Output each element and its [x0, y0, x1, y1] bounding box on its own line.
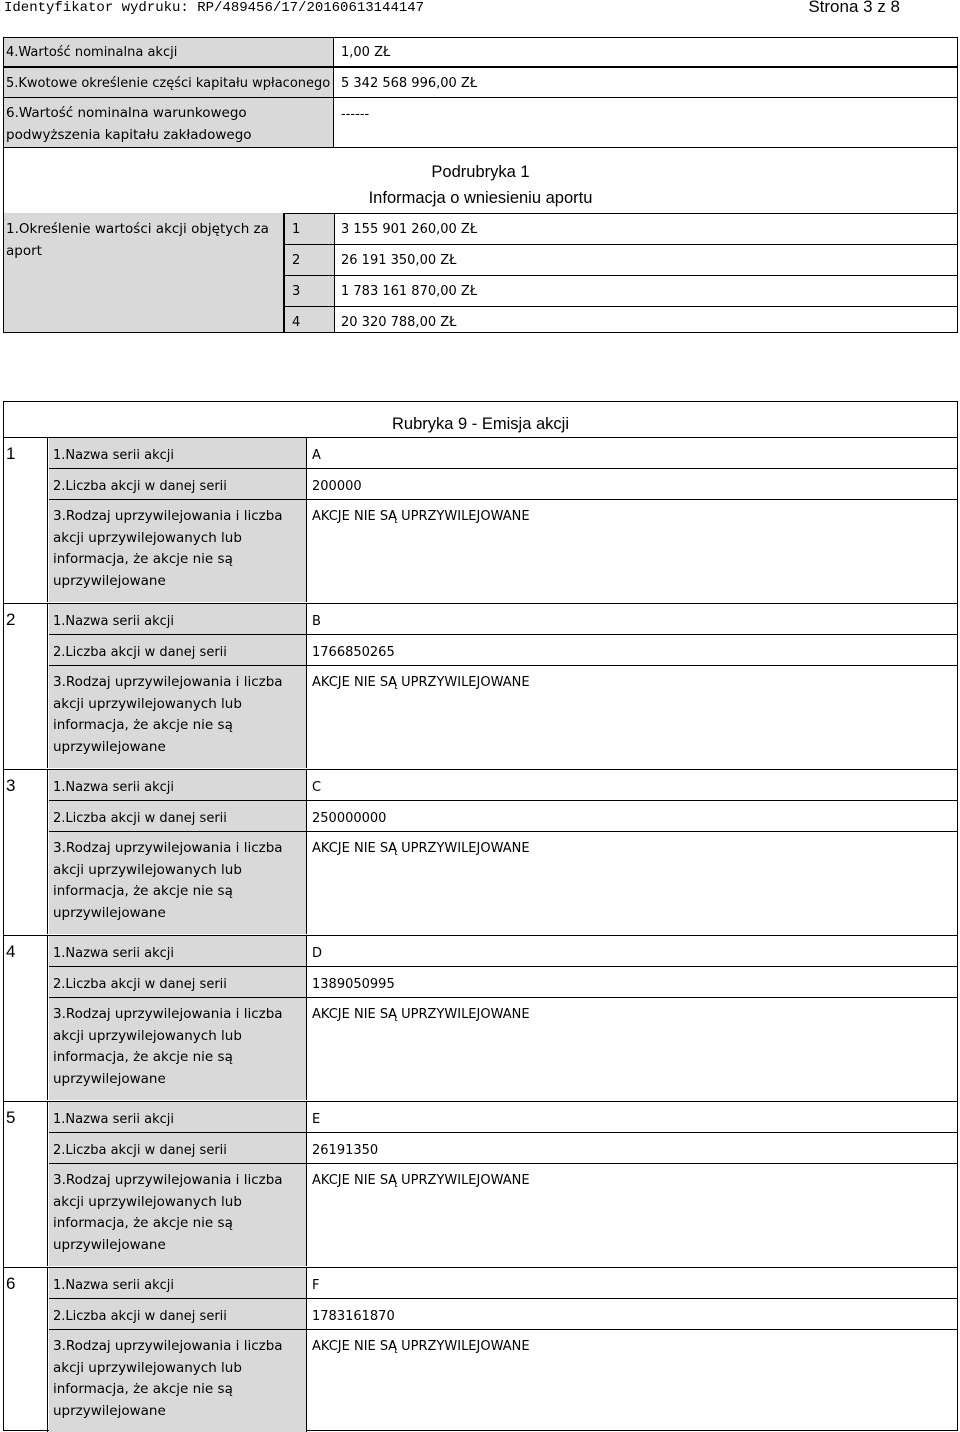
series-count-label: 2.Liczba akcji w danej serii	[53, 645, 227, 660]
series-count-label: 2.Liczba akcji w danej serii	[53, 1309, 227, 1324]
series-count-label: 2.Liczba akcji w danej serii	[53, 977, 227, 992]
series-count-value: 200000	[312, 479, 362, 494]
series-pref-label: 3.Rodzaj uprzywilejowania i liczba akcji uprzywilejowanych lub informacja, że akcje nie są uprzywilejowane	[53, 508, 283, 589]
aport-item-value: 26 191 350,00 ZŁ	[341, 253, 457, 268]
series-count-label: 2.Liczba akcji w danej serii	[53, 479, 227, 494]
nominal-value: 1,00 ZŁ	[341, 45, 391, 60]
series-pref-value: AKCJE NIE SĄ UPRZYWILEJOWANE	[312, 841, 530, 856]
series-name-label: 1.Nazwa serii akcji	[53, 946, 174, 961]
conditional-increase-label: 6.Wartość nominalna warunkowego podwyższenia kapitału zakładowego	[6, 105, 252, 143]
print-identifier: Identyfikator wydruku: RP/489456/17/20160613144147	[4, 0, 425, 16]
conditional-increase-value: ------	[341, 107, 370, 122]
row-value-cell	[333, 97, 958, 148]
divider	[285, 306, 957, 307]
series-name-label: 1.Nazwa serii akcji	[53, 1112, 174, 1127]
series-number: 6	[6, 1274, 16, 1293]
series-name-label: 1.Nazwa serii akcji	[53, 448, 174, 463]
divider	[49, 468, 958, 469]
divider	[49, 1298, 958, 1299]
paid-capital-label: 5.Kwotowe określenie części kapitału wpłaconego	[6, 76, 331, 91]
series-count-value: 1389050995	[312, 977, 395, 992]
divider	[49, 1329, 958, 1330]
series-name-label: 1.Nazwa serii akcji	[53, 614, 174, 629]
aport-item-value: 1 783 161 870,00 ZŁ	[341, 284, 478, 299]
aport-item-value: 3 155 901 260,00 ZŁ	[341, 222, 478, 237]
series-pref-value: AKCJE NIE SĄ UPRZYWILEJOWANE	[312, 1173, 530, 1188]
page-number: Strona 3 z 8	[808, 0, 900, 16]
divider	[49, 800, 958, 801]
series-name-value: D	[312, 946, 323, 961]
series-pref-value: AKCJE NIE SĄ UPRZYWILEJOWANE	[312, 1339, 530, 1354]
series-pref-label: 3.Rodzaj uprzywilejowania i liczba akcji uprzywilejowanych lub informacja, że akcje nie są uprzywilejowane	[53, 1006, 283, 1087]
series-name-value: C	[312, 780, 322, 795]
rubryka9-title: Rubryka 9 - Emisja akcji	[392, 415, 569, 433]
series-pref-label: 3.Rodzaj uprzywilejowania i liczba akcji uprzywilejowanych lub informacja, że akcje nie są uprzywilejowane	[53, 1338, 283, 1419]
series-pref-value: AKCJE NIE SĄ UPRZYWILEJOWANE	[312, 509, 530, 524]
series-number: 3	[6, 776, 16, 795]
series-name-value: F	[312, 1278, 320, 1293]
divider	[49, 831, 958, 832]
aport-item-num: 3	[292, 284, 301, 299]
divider	[285, 244, 957, 245]
aport-item-num: 4	[292, 315, 301, 330]
series-name-value: A	[312, 448, 321, 463]
series-pref-label: 3.Rodzaj uprzywilejowania i liczba akcji uprzywilejowanych lub informacja, że akcje nie są uprzywilejowane	[53, 674, 283, 755]
aport-item-num: 2	[292, 253, 301, 268]
series-count-value: 26191350	[312, 1143, 379, 1158]
aport-item-value: 20 320 788,00 ZŁ	[341, 315, 457, 330]
series-name-value: E	[312, 1112, 321, 1127]
paid-capital-value: 5 342 568 996,00 ZŁ	[341, 76, 478, 91]
row-value-cell	[333, 37, 958, 67]
series-count-value: 1783161870	[312, 1309, 395, 1324]
aport-item-num: 1	[292, 222, 301, 237]
series-count-label: 2.Liczba akcji w danej serii	[53, 811, 227, 826]
series-number: 1	[6, 444, 16, 463]
podrubryka-title: Podrubryka 1	[431, 163, 530, 181]
series-count-value: 1766850265	[312, 645, 395, 660]
divider	[285, 275, 957, 276]
divider	[49, 665, 958, 666]
divider	[49, 1163, 958, 1164]
series-number: 5	[6, 1108, 16, 1127]
divider	[49, 634, 958, 635]
podrubryka-subtitle: Informacja o wniesieniu aportu	[368, 189, 593, 207]
divider	[49, 1132, 958, 1133]
nominal-value-label: 4.Wartość nominalna akcji	[6, 45, 178, 60]
series-pref-value: AKCJE NIE SĄ UPRZYWILEJOWANE	[312, 1007, 530, 1022]
series-count-value: 250000000	[312, 811, 387, 826]
series-number: 2	[6, 610, 16, 629]
series-name-label: 1.Nazwa serii akcji	[53, 780, 174, 795]
series-count-label: 2.Liczba akcji w danej serii	[53, 1143, 227, 1158]
divider	[49, 997, 958, 998]
series-pref-label: 3.Rodzaj uprzywilejowania i liczba akcji uprzywilejowanych lub informacja, że akcje nie są uprzywilejowane	[53, 1172, 283, 1253]
series-pref-value: AKCJE NIE SĄ UPRZYWILEJOWANE	[312, 675, 530, 690]
divider	[49, 499, 958, 500]
series-name-label: 1.Nazwa serii akcji	[53, 1278, 174, 1293]
series-name-value: B	[312, 614, 321, 629]
aport-label: 1.Określenie wartości akcji objętych za aport	[6, 221, 269, 259]
divider	[49, 966, 958, 967]
series-pref-label: 3.Rodzaj uprzywilejowania i liczba akcji uprzywilejowanych lub informacja, że akcje nie są uprzywilejowane	[53, 840, 283, 921]
series-number: 4	[6, 942, 16, 961]
